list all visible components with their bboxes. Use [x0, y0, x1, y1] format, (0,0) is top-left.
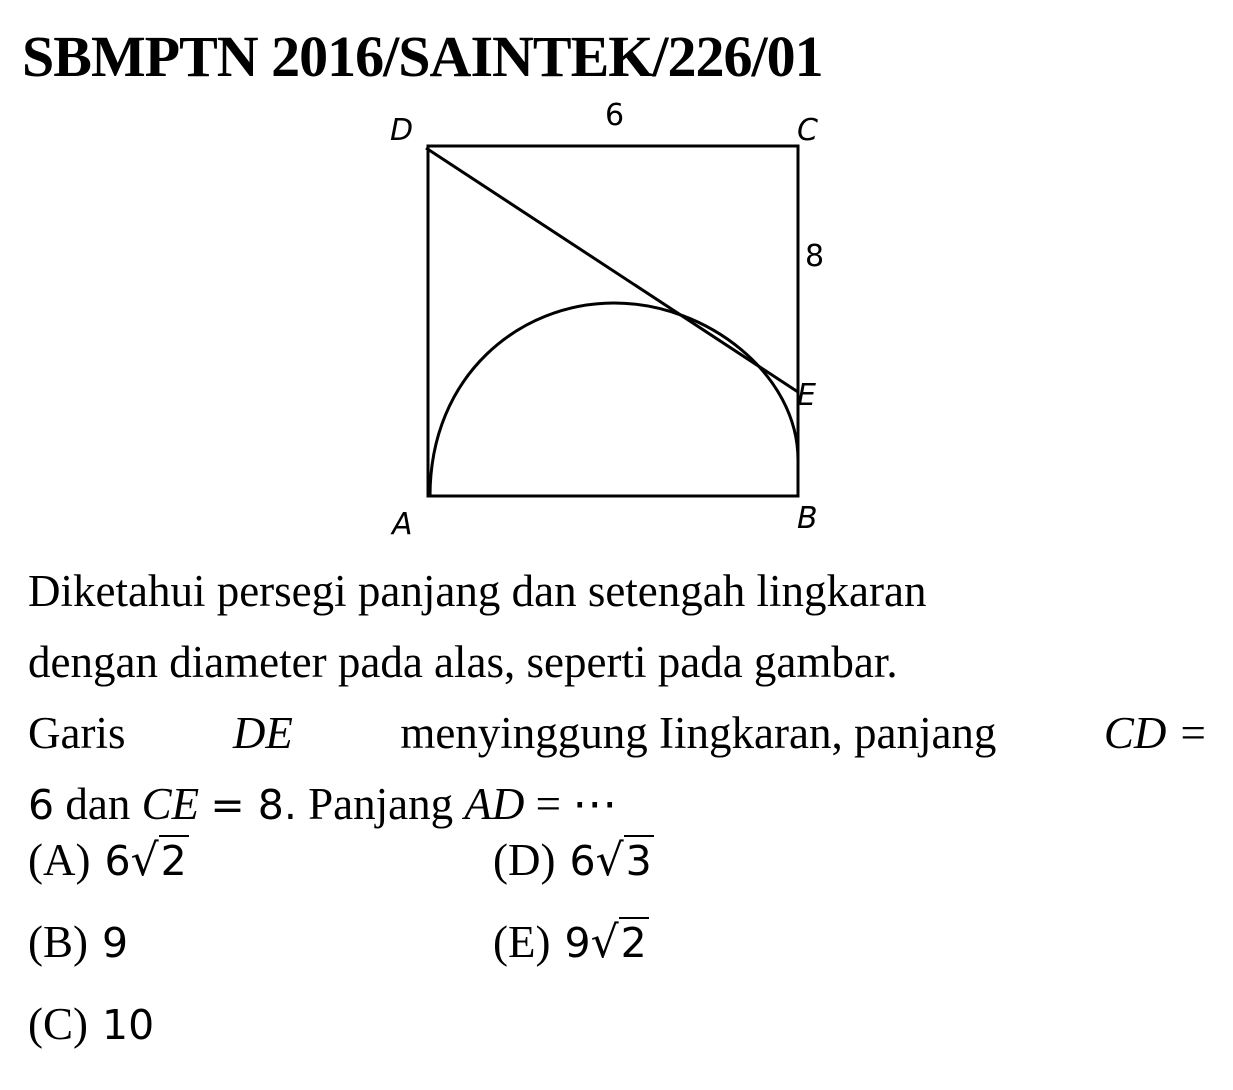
word-panjang: Panjang	[308, 779, 454, 829]
option-d-coef: 6	[569, 837, 596, 885]
option-d-radicand: 3	[625, 837, 652, 885]
question-line-1	[28, 556, 1208, 627]
sqrt-symbol: √2	[130, 835, 187, 886]
option-c-label: (C)	[28, 999, 88, 1049]
segment-ce: CE	[141, 779, 200, 829]
option-b[interactable]	[28, 917, 129, 967]
tangent-line-de	[426, 148, 798, 392]
option-a-coef: 6	[104, 837, 131, 885]
question-line-1-text: Diketahui persegi panjang dan setengah lingkaran	[28, 566, 927, 616]
sqrt-symbol: √3	[595, 835, 652, 886]
value-ce: = 8.	[210, 781, 297, 829]
point-label-e: E	[797, 378, 816, 413]
vertex-label-b: B	[797, 501, 818, 536]
option-e[interactable]	[493, 917, 649, 968]
side-label-ce: 8	[805, 239, 825, 274]
semicircle	[430, 303, 798, 496]
option-b-label: (B)	[28, 917, 88, 967]
question-line-2	[28, 627, 1208, 698]
problem-title: SBMPTN 2016/SAINTEK/226/01	[22, 24, 823, 89]
option-c[interactable]	[28, 999, 155, 1049]
option-b-value: 9	[102, 919, 129, 967]
word-dan: dan	[65, 779, 131, 829]
segment-ad: AD	[464, 779, 525, 829]
option-a-label: (A)	[28, 835, 91, 885]
question-text	[28, 556, 1208, 841]
question-line-3-word: Garis	[28, 708, 126, 758]
side-label-cd: 6	[605, 98, 625, 133]
vertex-label-c: C	[797, 113, 818, 148]
value-cd: 6	[28, 781, 55, 829]
option-e-radicand: 2	[620, 919, 647, 967]
question-line-3	[28, 698, 1208, 769]
segment-de: DE	[232, 708, 293, 758]
option-d[interactable]	[493, 835, 654, 886]
option-a[interactable]	[28, 835, 189, 886]
equals-ellipsis: = ⋯	[535, 779, 618, 829]
option-e-coef: 9	[564, 919, 591, 967]
answer-options	[28, 835, 1128, 1078]
option-e-label: (E)	[493, 917, 551, 967]
rectangle-abcd	[428, 146, 798, 496]
question-line-4	[28, 769, 1208, 841]
vertex-label-a: A	[392, 507, 413, 542]
segment-cd-eq: CD =	[1103, 708, 1208, 758]
option-c-value: 10	[102, 1001, 155, 1049]
question-line-2-text: dengan diameter pada alas, seperti pada gambar.	[28, 637, 898, 687]
sqrt-symbol: √2	[590, 917, 647, 968]
option-d-label: (D)	[493, 835, 556, 885]
vertex-label-d: D	[390, 113, 414, 148]
option-a-radicand: 2	[160, 837, 187, 885]
question-line-3-text: menyinggung Iingkaran, panjang	[400, 708, 997, 758]
